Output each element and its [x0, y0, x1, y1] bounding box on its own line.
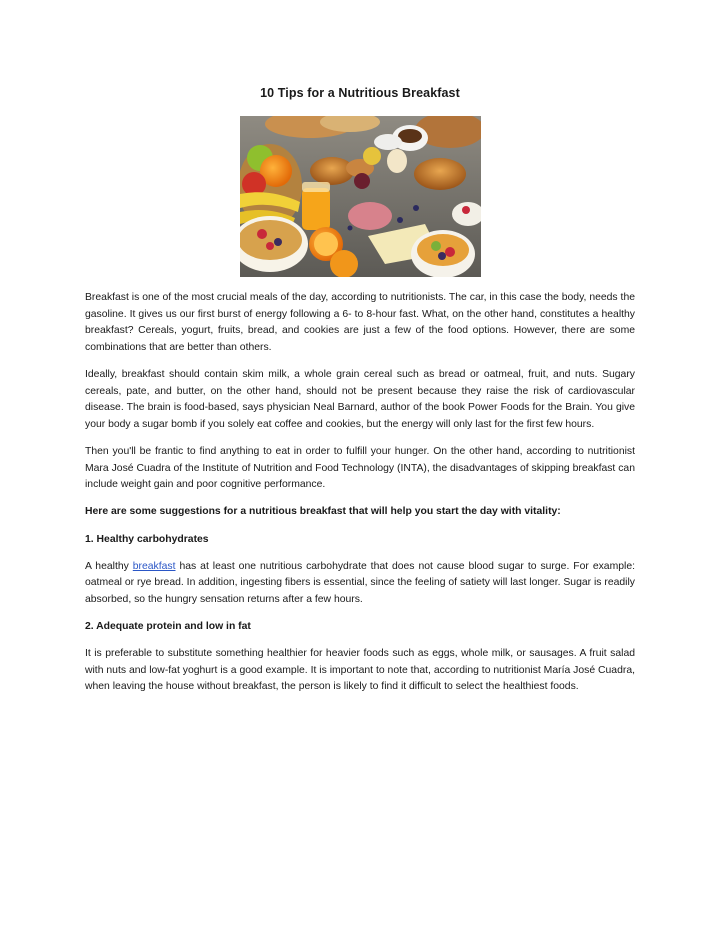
suggestions-intro: Here are some suggestions for a nutritious breakfast that will help you start the day with vitality: [85, 506, 561, 518]
article-body [85, 290, 635, 707]
heading-protein-low-fat: 2. Adequate protein and low in fat [85, 621, 251, 633]
paragraph-1: Breakfast is one of the most crucial meals of the day, according to nutritionists. The car, in this case the body, needs the gasoline. It gives us our first burst of energy following a 6- to 8-hour fast. What, on the other hand, constitutes a healthy breakfast? Cereals, yogurt, fruits, bread, and cookies are just a few of the food options. However, there are some combinations that are better than others. [85, 292, 635, 353]
breakfast-photo [240, 116, 481, 277]
paragraph-2: Ideally, breakfast should contain skim milk, a whole grain cereal such as bread or oatmeal, fruit, and nuts. Sugary cereals, pate, and butter, on the other hand, should not be present because they raise the risk of cardiovascular disease. The brain is food-based, says physician Neal Barnard, author of the book Power Foods for the Brain. You give your body a sugar bomb if you solely eat coffee and cookies, but the energy will only last for the first few hours. [85, 368, 635, 430]
paragraph-5: It is preferable to substitute something healthier for heavier foods such as eggs, whole milk, or sausages. A fruit salad with nuts and low-fat yoghurt is a good example. It is important to note that, according to nutritionist María José Cuadra, when leaving the house without breakfast, the person is likely to find it difficult to select the healthiest foods. [85, 648, 635, 693]
page-title: 10 Tips for a Nutritious Breakfast [260, 86, 460, 100]
paragraph-3: Then you'll be frantic to find anything to eat in order to fulfill your hunger. On the other hand, according to nutritionist Mara José Cuadra of the Institute of Nutrition and Food Technology (INTA), the disadvantages of skipping breakfast can include weight gain and poor cognitive performance. [85, 445, 635, 491]
paragraph-4-start: A healthy [85, 560, 133, 572]
heading-healthy-carbohydrates: 1. Healthy carbohydrates [85, 533, 209, 545]
breakfast-link[interactable]: breakfast [132, 560, 176, 572]
paragraph-4 [85, 559, 635, 609]
paragraph-4-rest: has at least one nutritious carbohydrate that does not cause blood sugar to surge. For example: oatmeal or rye bread. In addition, ingesting fibers is essential, since the feeling of satiety will last longer. Sugar is readily absorbed, so the hungry sensation returns after a few hours. [85, 560, 635, 605]
